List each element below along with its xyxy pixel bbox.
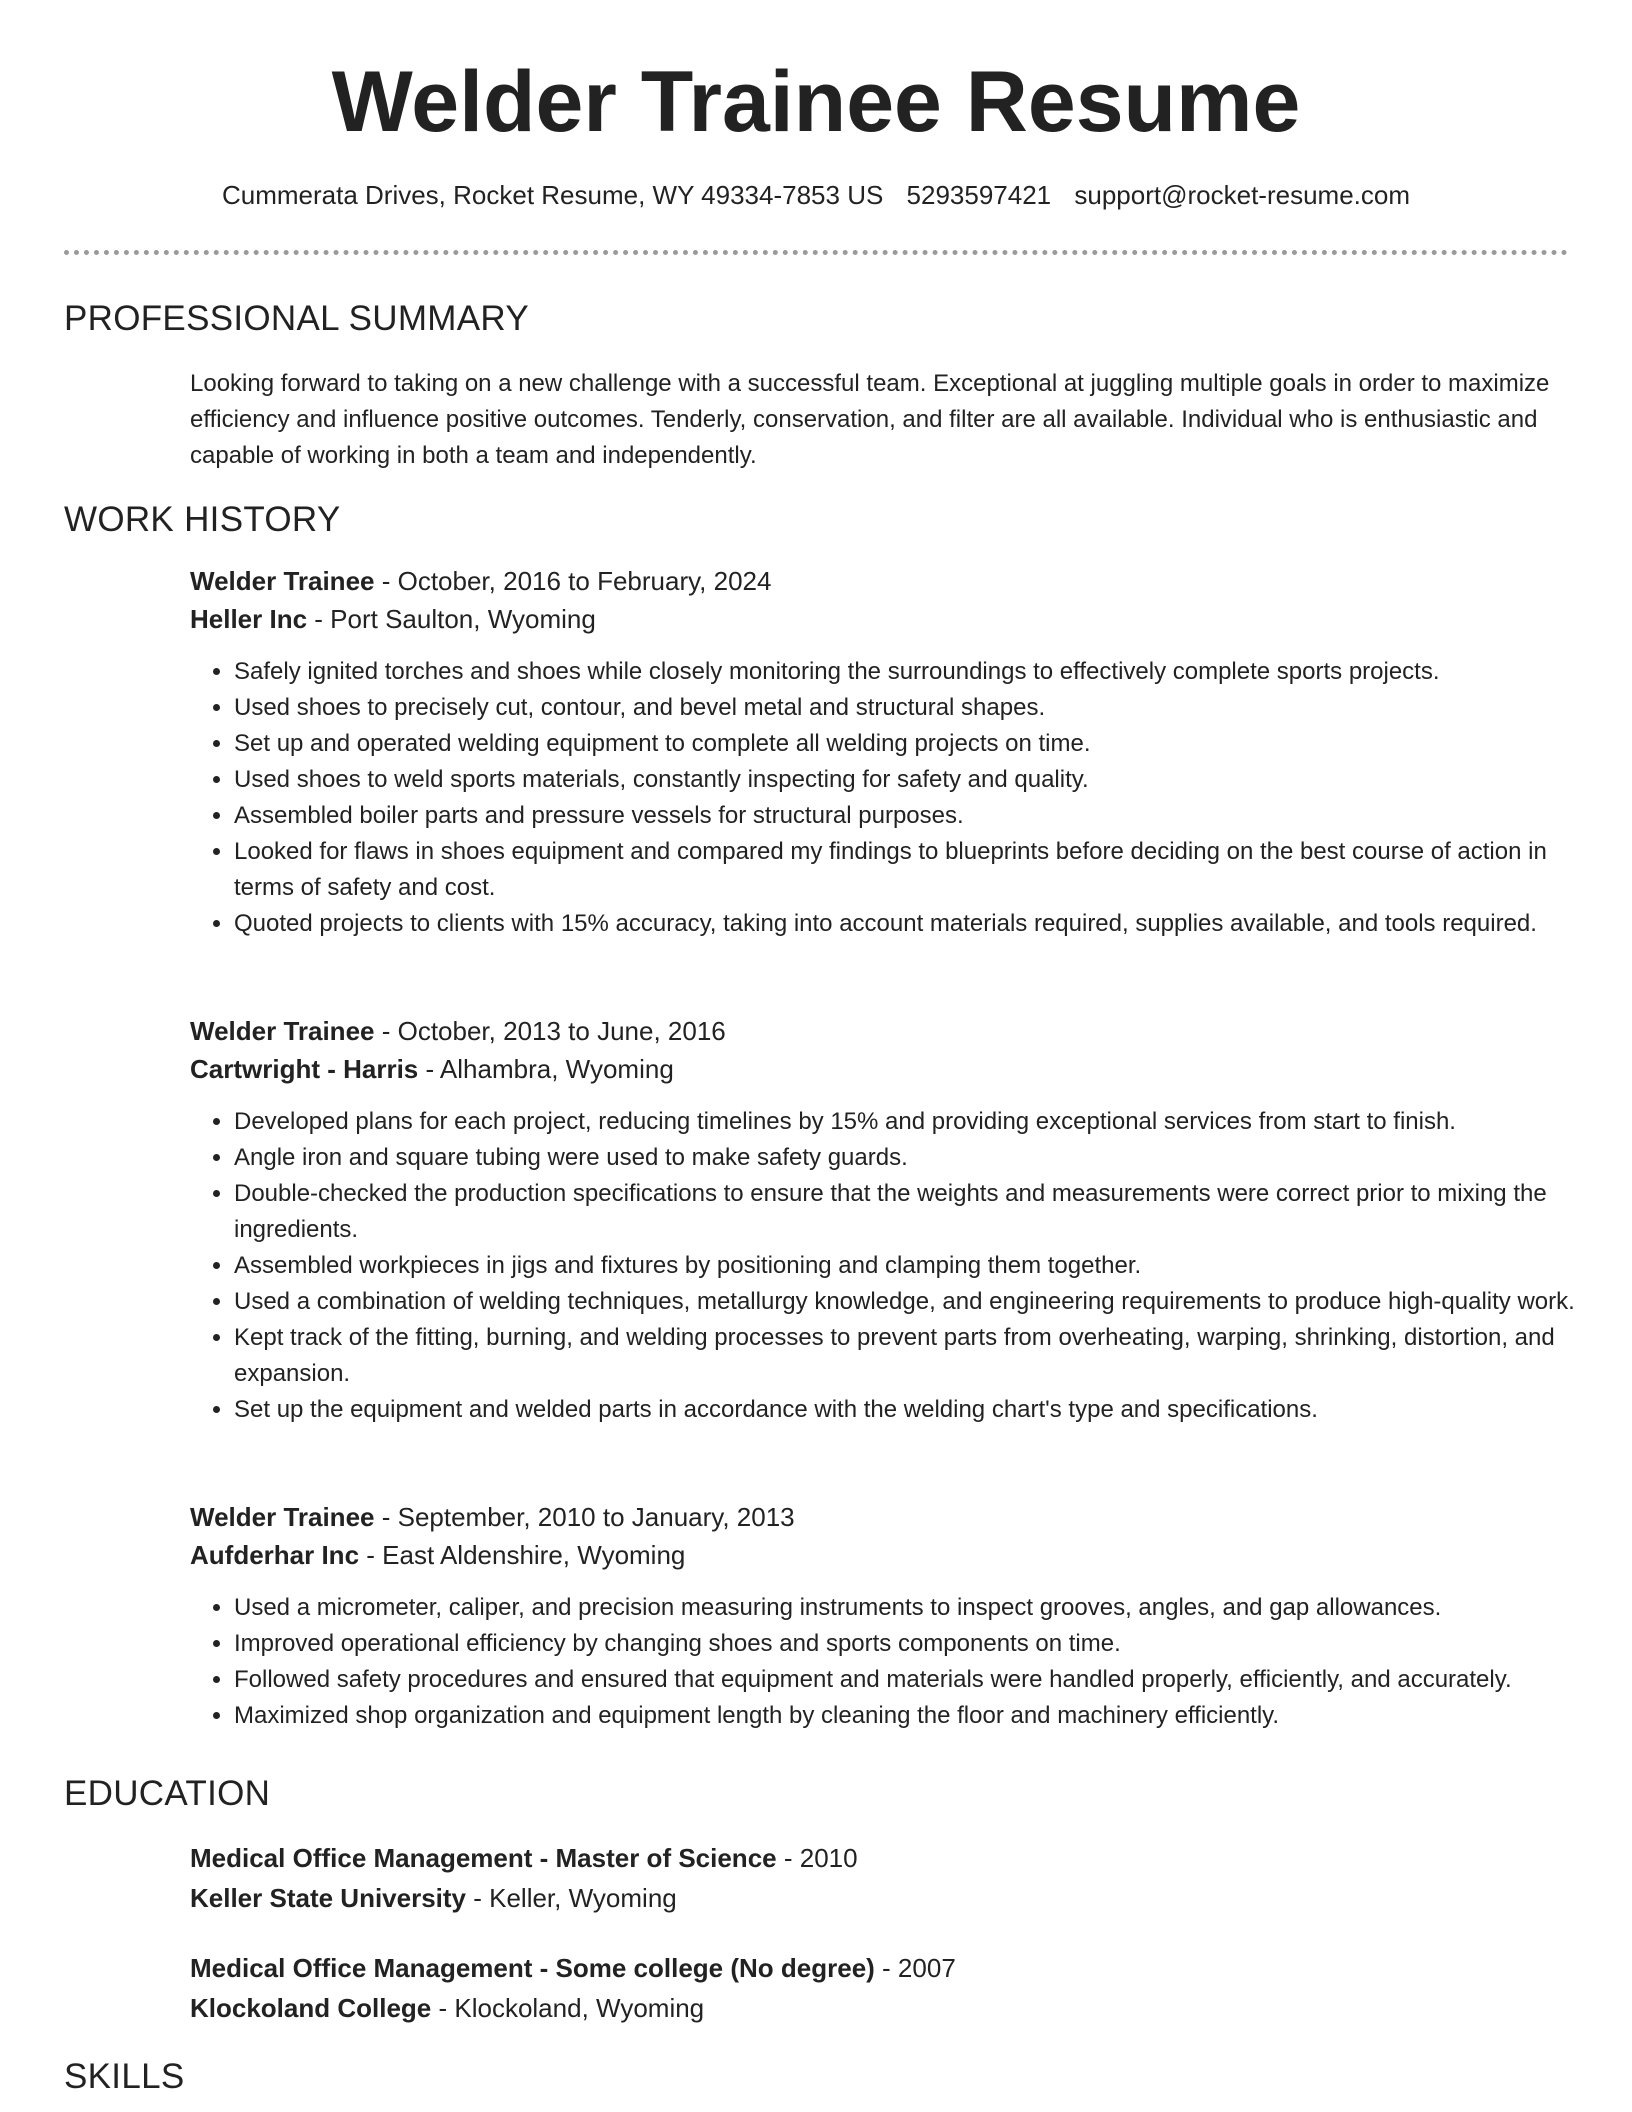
list-item: • Used a combination of welding techniques, metallurgy knowledge, and engineering requirements to produce high-quality work. xyxy=(234,1284,1580,1320)
contact-phone: 5293597421 xyxy=(906,180,1052,210)
list-item: • Assembled boiler parts and pressure vessels for structural purposes. xyxy=(234,798,1580,834)
education-school-line xyxy=(190,1878,1580,1918)
education-year: - 2010 xyxy=(776,1843,858,1873)
list-item: • Angle iron and square tubing were used to make safety guards. xyxy=(234,1140,1580,1176)
education-location: - Klockoland, Wyoming xyxy=(431,1993,705,2023)
list-item: • Double-checked the production specifications to ensure that the weights and measurements were correct prior to mixing the ingredients. xyxy=(234,1176,1580,1248)
education-degree: Medical Office Management - Master of Science xyxy=(190,1843,777,1873)
summary-heading: PROFESSIONAL SUMMARY xyxy=(64,299,529,338)
job-company: Cartwright - Harris xyxy=(190,1054,419,1084)
job-title-line xyxy=(190,1498,1580,1536)
list-item: • Used shoes to weld sports materials, constantly inspecting for safety and quality. xyxy=(234,762,1580,798)
education-heading: EDUCATION xyxy=(64,1774,271,1813)
job-company-line xyxy=(190,1536,1580,1574)
list-item: • Quoted projects to clients with 15% accuracy, taking into account materials required, supplies available, and tools required. xyxy=(234,906,1580,942)
list-item: • Kept track of the fitting, burning, and welding processes to prevent parts from overheating, warping, shrinking, distortion, and expansion. xyxy=(234,1320,1580,1392)
education-school: Klockoland College xyxy=(190,1993,432,2023)
job-dates: - October, 2016 to February, 2024 xyxy=(374,566,772,596)
job-entry xyxy=(190,1012,1580,1428)
skills-heading: SKILLS xyxy=(64,2057,185,2096)
job-title: Welder Trainee xyxy=(190,566,375,596)
education-degree: Medical Office Management - Some college (No degree) xyxy=(190,1953,875,1983)
list-item: • Set up and operated welding equipment to complete all welding projects on time. xyxy=(234,726,1580,762)
job-entry xyxy=(190,1498,1580,1734)
job-title-line xyxy=(190,1012,1580,1050)
job-entry xyxy=(190,562,1580,942)
education-degree-line xyxy=(190,1838,1580,1878)
list-item: • Followed safety procedures and ensured that equipment and materials were handled properly, efficiently, and accurately. xyxy=(234,1662,1580,1698)
job-dates: - September, 2010 to January, 2013 xyxy=(374,1502,795,1532)
list-item: • Improved operational efficiency by changing shoes and sports components on time. xyxy=(234,1626,1580,1662)
list-item: • Maximized shop organization and equipment length by cleaning the floor and machinery efficiently. xyxy=(234,1698,1580,1734)
education-location: - Keller, Wyoming xyxy=(466,1883,677,1913)
list-item: • Looked for flaws in shoes equipment and compared my findings to blueprints before deciding on the best course of action in terms of safety and cost. xyxy=(234,834,1580,906)
resume-title: Welder Trainee Resume xyxy=(331,54,1301,150)
education-entry xyxy=(190,1948,1580,2028)
job-company-line xyxy=(190,600,1580,638)
job-title: Welder Trainee xyxy=(190,1502,375,1532)
education-year: - 2007 xyxy=(874,1953,956,1983)
education-school-line xyxy=(190,1988,1580,2028)
job-bullet-list xyxy=(190,1104,1580,1428)
contact-address: Cummerata Drives, Rocket Resume, WY 49334-7853 US xyxy=(221,180,884,210)
job-location: - Alhambra, Wyoming xyxy=(418,1054,674,1084)
list-item: • Used a micrometer, caliper, and precision measuring instruments to inspect grooves, angles, and gap allowances. xyxy=(234,1590,1580,1626)
header-divider xyxy=(64,250,1568,255)
job-company-line xyxy=(190,1050,1580,1088)
job-bullet-list xyxy=(190,654,1580,942)
job-dates: - October, 2013 to June, 2016 xyxy=(374,1016,726,1046)
list-item: • Assembled workpieces in jigs and fixtures by positioning and clamping them together. xyxy=(234,1248,1580,1284)
contact-line xyxy=(0,178,1632,212)
job-location: - Port Saulton, Wyoming xyxy=(307,604,596,634)
job-bullet-list xyxy=(190,1590,1580,1734)
job-title: Welder Trainee xyxy=(190,1016,375,1046)
list-item: • Developed plans for each project, reducing timelines by 15% and providing exceptional services from start to finish. xyxy=(234,1104,1580,1140)
job-company: Heller Inc xyxy=(190,604,308,634)
summary-text: Looking forward to taking on a new challenge with a successful team. Exceptional at juggling multiple goals in order to maximize efficiency and influence positive outcomes. Tenderly, conservation, and filter are all available. Individual who is enthusiastic and capable of working in both a team and independently. xyxy=(190,370,1550,469)
education-degree-line xyxy=(190,1948,1580,1988)
contact-email: support@rocket-resume.com xyxy=(1074,180,1411,210)
education-school: Keller State University xyxy=(190,1883,467,1913)
list-item: • Used shoes to precisely cut, contour, and bevel metal and structural shapes. xyxy=(234,690,1580,726)
list-item: • Safely ignited torches and shoes while closely monitoring the surroundings to effectively complete sports projects. xyxy=(234,654,1580,690)
list-item: • Set up the equipment and welded parts in accordance with the welding chart's type and specifications. xyxy=(234,1392,1580,1428)
work-history-heading: WORK HISTORY xyxy=(64,500,341,539)
education-entry xyxy=(190,1838,1580,1918)
job-title-line xyxy=(190,562,1580,600)
job-location: - East Aldenshire, Wyoming xyxy=(359,1540,686,1570)
job-company: Aufderhar Inc xyxy=(190,1540,360,1570)
